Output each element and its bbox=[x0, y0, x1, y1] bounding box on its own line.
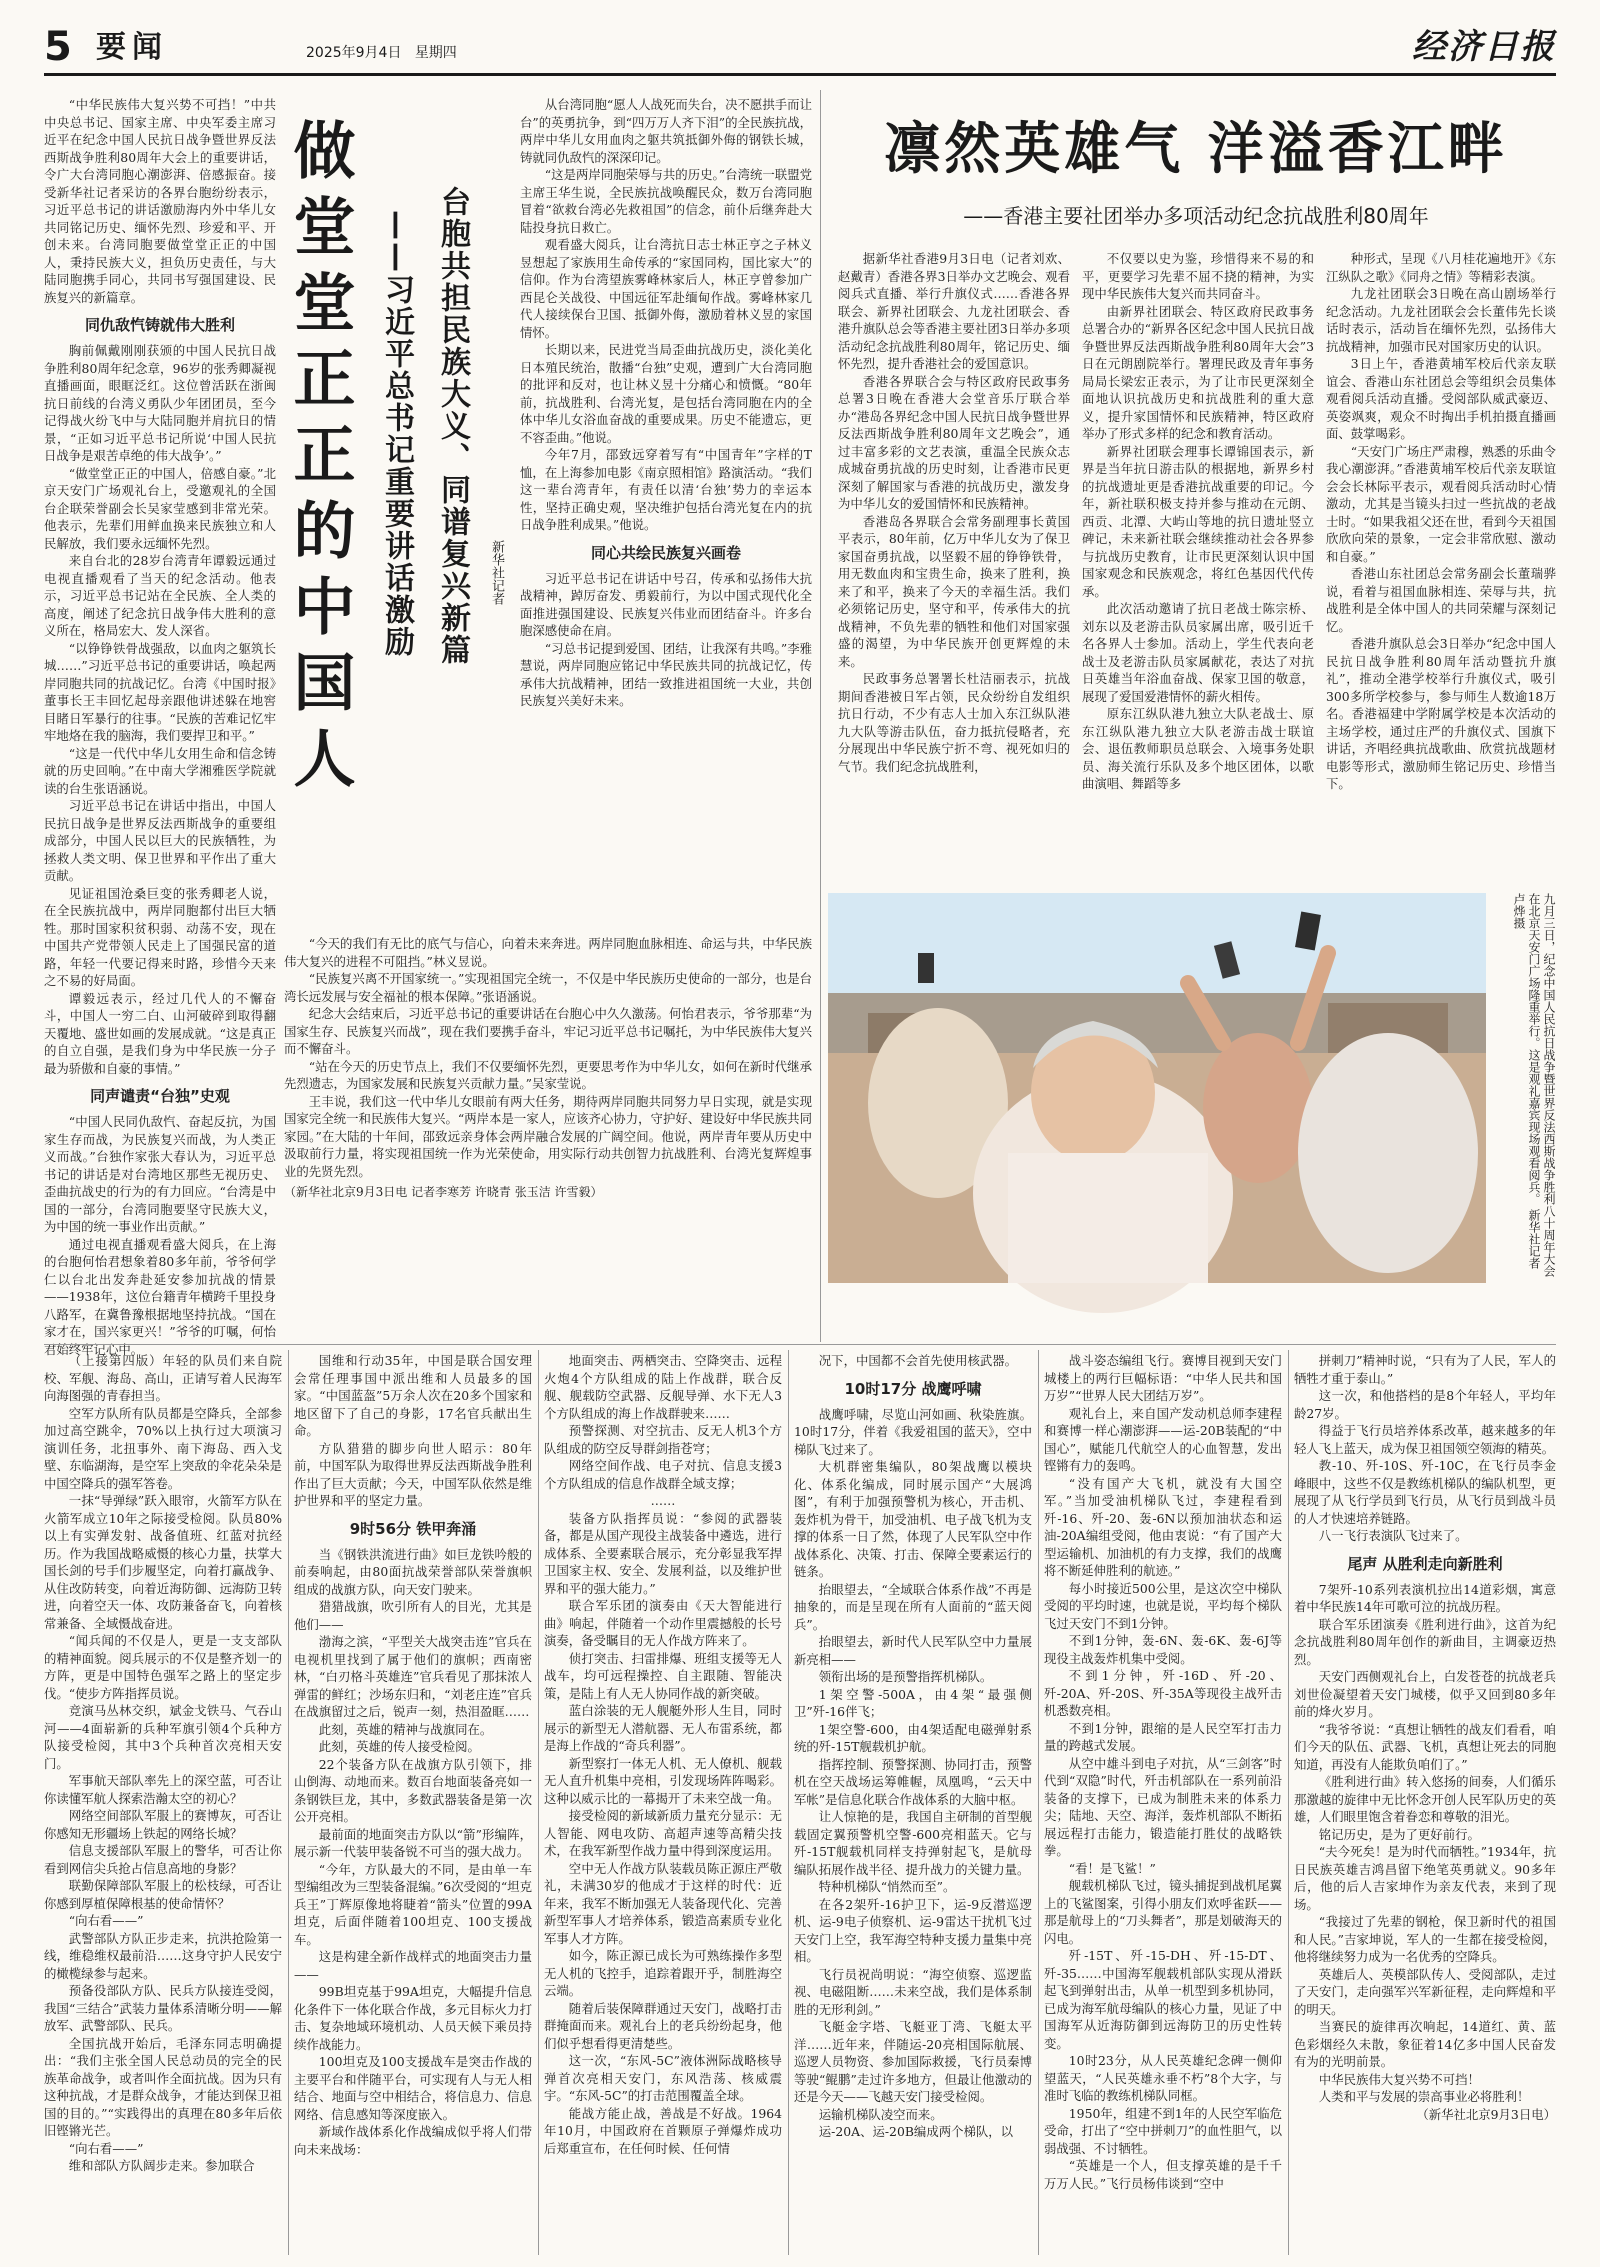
paragraph: “这是两岸同胞荣辱与共的历史。”台湾统一联盟党主席王华生说，全民族抗战唤醒民众，数万台湾同胞冒着“欲救台湾必先救祖国”的信念，前仆后继奔赴大陆投身抗日救亡。 bbox=[520, 167, 812, 235]
paragraph: 来自台北的28岁台湾青年谭毅远通过电视直播观看了当天的纪念活动。他表示，习近平总书记站在全民族、全人类的高度，阐述了纪念抗日战争伟大胜利的意义所在，格局宏大、发人深省。 bbox=[44, 553, 276, 638]
paragraph: 香港各界联合会与特区政府民政事务总署3日晚在香港大会堂音乐厅联合举办“港岛各界纪念中国人民抗日战争暨世界反法西斯战争胜利80周年文艺晚会”，通过丰富多彩的文艺表演，重温全民族众志成城奋勇抗战的历史时刻，让香港市民更深刻了解国家与香港的抗战历史，激发身为中华儿女的爱国情怀和民族精神。 bbox=[838, 373, 1070, 511]
paragraph: 飞行员祝尚明说：“海空侦察、巡逻监视、电磁阻断……未来空战，我们是体系制胜的无形利剑。” bbox=[794, 1966, 1032, 2017]
paragraph: “做堂堂正正的中国人，倍感自豪。”北京天安门广场观礼台上，受邀观礼的全国台企联荣誉副会长吴家莹感到非常光荣。他表示，先辈们用鲜血换来民族独立和人民解放，我们要永远缅怀先烈。 bbox=[44, 465, 276, 551]
bottom-column-1 bbox=[44, 1352, 282, 2252]
paragraph: 人类和平与发展的崇高事业必将胜利！ bbox=[1318, 2089, 1530, 2104]
paragraph: 如今，陈正源已成长为可熟练操作多型无人机的飞控手，追踪着跟开乎，制胜海空云端。 bbox=[544, 1948, 782, 1998]
paragraph: 网络空间作战、电子对抗、信息支援3个方队组成的信息作战群全域支撑； bbox=[544, 1458, 782, 1491]
left-col2-body bbox=[520, 96, 812, 534]
right-article-column-3 bbox=[1326, 250, 1556, 880]
paragraph: 每小时接近500公里，是这次空中梯队受阅的平均时速，也就是说，平均每个梯队飞过天安门不到1分钟。 bbox=[1044, 1580, 1282, 1631]
paragraph: 飞艇金字塔、飞艇亚丁湾、飞艇太平洋……近年来，伴随运-20亮相国际航展、巡逻人员物资、参加国际救援，飞行员秦博等驶“鲲鹏”走过许多地方，但最让他激动的还是今天——飞越天安门接受检阅。 bbox=[794, 2019, 1032, 2104]
left-article-column-2 bbox=[520, 96, 812, 926]
paragraph: 此刻，英雄的传人接受检阅。 bbox=[318, 1739, 480, 1754]
paragraph: 通过电视直播观看盛大阅兵，在上海的台胞何怡君想象着80多年前，爷爷何学仁以台北出发奔赴延安参加抗战的情景——1938年，这位台籍青年横跨千里投身八路军，在冀鲁豫根据地坚持抗战。“国在家才在，国兴家更兴！”爷爷的叮嘱，何怡君始终牢记心中。 bbox=[44, 1236, 276, 1357]
paragraph: 1架空警-600，由4架适配电磁弹射系统的歼-15T舰载机护航。 bbox=[794, 1721, 1032, 1754]
paragraph: “我接过了先辈的钢枪，保卫新时代的祖国和人民。”吉家坤说，军人的一生都在接受检阅，他将继续努力成为一名优秀的空降兵。 bbox=[1294, 1914, 1556, 1964]
paragraph: …… bbox=[650, 1493, 676, 1508]
news-photo bbox=[828, 893, 1486, 1283]
paragraph: 空军方队所有队员都是空降兵，全部参加过高空跳伞，70%以上执行过大项演习演训任务，北扭事外、南下海岛、西入戈壁、东临湖海，是空军上突敌的伞花朵朵是中国空降兵的强军答卷。 bbox=[44, 1405, 282, 1491]
left-body-1 bbox=[44, 342, 276, 1077]
paragraph: “今年，方队最大的不同，是由单一车型编组改为三型装备混编。”6次受阅的“坦克兵王”丁辉原像地将睫着“箭头”位置的99A坦克，后面伴随着100坦克、100支援战车。 bbox=[294, 1861, 532, 1947]
paragraph: “看！是飞鲨！” bbox=[1068, 1860, 1156, 1876]
paragraph: 歼-15T、歼-15-DH、歼-15-DT、歼-35……中国海军舰载机部队实现从滑跃起飞到弹射出击，从单一机型到多机协同，已成为海军航母编队的核心力量，见证了中国海军从近海防御到远海防卫的历史性转变。 bbox=[1044, 1948, 1282, 2051]
paragraph: 不仅要以史为鉴，珍惜得来不易的和平，更要学习先辈不屈不挠的精神，为实现中华民族伟大复兴而共同奋斗。 bbox=[1082, 251, 1314, 301]
paragraph: 天安门西侧观礼台上，白发苍苍的抗战老兵刘世俭凝望着天安门城楼，似乎又回到80多年前的烽火岁月。 bbox=[1294, 1669, 1556, 1719]
paragraph: 王丰说，我们这一代中华儿女眼前有两大任务，期待两岸同胞共同努力早日实现，就是实现国家完全统一和民族伟大复兴。“两岸本是一家人，应该齐心协力，守护好、建设好中华民族共同家园。”在大陆的十年间，邵致远亲身体会两岸融合发展的广阔空间。他说，两岸青年要从历史中汲取前行力量，将实现祖国统一作为光荣使命，用实际行动共创智力抗战胜利、台湾光复辉煌事业的先贤先烈。 bbox=[284, 1093, 812, 1179]
paragraph: 从台湾同胞“愿人人战死而失台，决不愿拱手而让台”的英勇抗争，到“四万万人齐下泪”的全民族抗战，两岸中华儿女用血肉之躯共筑抵御外侮的钢铁长城，铸就同仇敌忾的深深印记。 bbox=[520, 97, 812, 165]
paragraph: 在各2架歼-16护卫下，运-9反潜巡逻机、运-9电子侦察机、运-9雷达干扰机飞过天安门上空，我军海空特种支援力量集中亮相。 bbox=[794, 1896, 1032, 1964]
paragraph: 习近平总书记在讲话中号召，传承和弘扬伟大抗战精神，踔厉奋发、勇毅前行，为以中国式现代化全面推进强国建设、民族复兴伟业而团结奋斗。许多台胞深感使命在肩。 bbox=[520, 570, 812, 638]
paragraph: 蓝白涂装的无人舰艇外形人生目，同时展示的新型无人潜航器、无人布雷系统，都是海上作战的“奇兵利器”。 bbox=[544, 1703, 782, 1753]
left-article-byline: 新华社记者 bbox=[489, 540, 504, 605]
paragraph: 全国抗战开始后，毛泽东同志明确提出：“我们主张全国人民总动员的完全的民族革命战争，或者叫作全面抗战。因为只有这种抗战，才是群众战争，才能达到保卫祖国的目的。”“实践得出的真理在80多年后依旧铿锵光芒。 bbox=[44, 2035, 282, 2138]
paragraph: “我爷爷说：“真想让牺牲的战友们看看，咱们今天的队伍、武器、飞机，真想让死去的同胞知道，再没有人能欺负咱们了。” bbox=[1294, 1721, 1556, 1772]
paragraph: 此次活动邀请了抗日老战士陈宗桥、刘东以及老游击队员家属出席，吸引近千名各界人士参加。活动上，学生代表向老战士及老游击队员家属献花，表达了对抗日英雄当年浴血奋战、保家卫国的敬意，展现了爱国爱港情怀的薪火相传。 bbox=[1082, 601, 1314, 704]
paragraph: “中国人民同仇敌忾、奋起反抗，为国家生存而战，为民族复兴而战，为人类正义而战。”台独作家张大春认为，习近平总书记的讲话是对台湾地区那些无视历史、歪曲抗战史的行为的有力回应。“台湾是中国的一部分，台湾同胞要坚守民族大义，为中国的统一事业作出贡献。” bbox=[44, 1114, 276, 1234]
paragraph: 不到1分钟，轰-6N、轰-6K、轰-6J等现役主战轰炸机集中受阅。 bbox=[1044, 1633, 1282, 1666]
masthead bbox=[44, 22, 1556, 76]
paragraph: “站在今天的历史节点上，我们不仅要缅怀先烈，更要思考作为中华儿女，如何在新时代继承先烈遗志，为国家发展和民族复兴贡献力量。”吴家莹说。 bbox=[284, 1058, 812, 1091]
bottom-subheading-3: 尾声 从胜利走向新胜利 bbox=[1347, 1554, 1503, 1573]
paragraph: “闻兵闻的不仅是人，更是一支支部队的精神面貌。阅兵展示的不仅是整齐划一的方阵，更是中国特色强军之路上的坚定步伐。“使步方阵指挥员说。 bbox=[44, 1633, 282, 1701]
paragraph: 指挥控制、预警探测、协同打击，预警机在空天战场运筹帷幄，凤凰鸣，“云天中军帐”是信息化联合作战体系的大脑中枢。 bbox=[794, 1756, 1032, 1807]
page-number: 5 bbox=[44, 24, 72, 70]
paragraph: 联勤保障部队军服上的松枝绿，可否让你感到厚植保障根基的使命情怀？ bbox=[44, 1878, 282, 1911]
paragraph: 见证祖国沧桑巨变的张秀卿老人说，在全民族抗战中，两岸同胞都付出巨大牺牲。那时国家积贫积弱、动荡不安，现在中国共产党带领人民走上了国强民富的道路，年轻一代要记得来时路，珍惜今天来之不易的好局面。 bbox=[44, 885, 276, 988]
bottom-column-6 bbox=[1294, 1352, 1556, 2252]
paragraph: 联合军乐团演奏《胜利进行曲》，这首为纪念抗战胜利80周年创作的新曲目，主调豪迈热烈。 bbox=[1294, 1616, 1556, 1667]
section-name: 要闻 bbox=[96, 30, 168, 65]
paragraph: 信息支援部队军服上的警华，可否让你看到网信尖兵抢占信息高地的身影？ bbox=[44, 1843, 282, 1876]
paragraph: “习总书记提到爱国、团结，让我深有共鸣。”李雅慧说，两岸同胞应铭记中华民族共同的抗战记忆，传承伟大抗战精神，团结一致推进祖国统一大业，共创民族复兴美好未来。 bbox=[520, 640, 812, 708]
left-col2-subheading: 同心共绘民族复兴画卷 bbox=[590, 543, 741, 562]
paragraph: 最前面的地面突击方队以“箭”形编阵，展示新一代装甲装备锐不可当的强大战力。 bbox=[294, 1826, 532, 1859]
column-divider bbox=[1038, 1350, 1039, 2255]
paragraph: 99B坦克基于99A坦克，大幅提升信息化条件下一体化联合作战，多元目标火力打击、复杂地域环境机动、人员天候下乘员持续作战能力。 bbox=[294, 1984, 532, 2052]
paragraph: 《胜利进行曲》转入悠扬的间奏，人们循乐那激越的旋律中无比怀念开创人民军队历史的英雄，人们眼里饱含着眷恋和尊敬的泪光。 bbox=[1294, 1774, 1556, 1824]
paragraph: 拼刺刀”精神时说，“只有为了人民，军人的牺牲才重于泰山。” bbox=[1294, 1353, 1556, 1386]
paragraph: “这是一代代中华儿女用生命和信念铸就的历史回响。”在中南大学湘雅医学院就读的台生张语涵说。 bbox=[44, 745, 276, 796]
paragraph: 10时23分，从人民英雄纪念碑一侧仰望蓝天，“人民英雄永垂不朽”8个大字，与准时飞临的教练机梯队同框。 bbox=[1044, 2053, 1282, 2103]
paragraph: 新域作战体系化作战编成似乎将人们带向未来战场： bbox=[294, 2124, 532, 2157]
paragraph: 原东江纵队港九独立大队老战士、原东江纵队港九独立大队老游击战士联谊会、退伍教师职员总联会、入境事务处职员、海关流行乐队及多个地区团体，以歌曲演唱、舞蹈等多 bbox=[1082, 706, 1314, 791]
credit-line: （新华社北京9月3日电 记者李寒芳 许晓青 张玉洁 许雪毅） bbox=[284, 1185, 603, 1199]
paragraph: “向右看——” bbox=[68, 2140, 144, 2156]
paragraph: 网络空间部队军服上的赛博灰，可否让你感知无形疆场上铁起的网络长城？ bbox=[44, 1808, 282, 1841]
paragraph: 新界社团联会理事长谭锦国表示，新界是当年抗日游击队的根据地，新界乡村的抗战遗址更是香港抗战重要的印记。今年，新社联积极支持并参与推动在元朗、西贡、北潭、大屿山等地的抗日遗址竖立碑记，未来新社联会继续推动社会各界参与抗战历史教育，让市民更深刻认识中国国家观念和民族观念，将红色基因代代传承。 bbox=[1082, 443, 1314, 599]
paragraph: 民政事务总署署长杜洁丽表示，抗战期间香港被日军占领，民众纷纷自发组织抗日行动，不少有志人士加入东江纵队港九大队等游击队伍，奋力抵抗侵略者，充分展现出中华民族宁折不弯、视死如归的气节。我们纪念抗战胜利， bbox=[838, 671, 1070, 774]
paragraph: 英雄后人、英模部队传人、受阅部队，走过了天安门，走向强军兴军新征程，走向辉煌和平的明天。 bbox=[1294, 1966, 1556, 2017]
paragraph: 这是构建全新作战样式的地面突击力量—— bbox=[294, 1949, 532, 1982]
paragraph: 今年7月，邵致远穿着写有“中国青年”字样的T恤，在上海参加电影《南京照相馆》路演活动。“我们这一辈台湾青年，有责任以清‘台独’势力的幸运本性，坚持正确史观，坚决维护包括台湾光复在内的抗日战争胜利成果。”他说。 bbox=[520, 447, 812, 532]
paragraph: 中华民族伟大复兴势不可挡！ bbox=[1318, 2071, 1480, 2087]
paragraph: 渤海之滨，“平型关大战突击连”官兵在电视机里找到了属于他们的旗帜；西南密林，“白刃格斗英雄连”官兵看见了那抹浓人弹雷的鲜红；沙场东归和，“刘老庄连”官兵在战旗留过之后，锐声一刻，热泪盈眶…… bbox=[294, 1634, 532, 1719]
paragraph: “没有国产大飞机，就没有大国空军。”当加受油机梯队飞过，李建程看到歼-16、歼-20、轰-6N以预加油状态和运油-20A编组受阅，他由衷说：“有了国产大型运输机、加油机的有力支撑，我们的战鹰将不断延伸胜利的航迹。” bbox=[1044, 1475, 1282, 1578]
paragraph: 此刻，英雄的精神与战旗同在。 bbox=[318, 1721, 493, 1737]
paragraph: 观礼台上，来自国产发动机总师李建程和赛博一样心潮澎湃——运-20B装配的“中国心”，赋能几代航空人的心血智慧，发出铿锵有力的轰鸣。 bbox=[1044, 1405, 1282, 1473]
paragraph: 据新华社香港9月3日电（记者刘欢、赵戴青）香港各界3日举办文艺晚会、观看阅兵式直播、举行升旗仪式……香港各界联会、新界社团联会、九龙社团联会、香港升旗队总会等香港主要社团3日举办多项活动纪念抗战胜利80周年，铭记历史、缅怀先烈，提升香港社会的爱国意识。 bbox=[838, 251, 1070, 371]
bottom-subheading-2: 10时17分 战鹰呼啸 bbox=[844, 1379, 982, 1398]
photo-caption: 九月三日，纪念中国人民抗日战争暨世界反法西斯战争胜利八十周年大会在北京天安门广场隆重举行。这是观礼嘉宾现场观看阅兵。 新华社记者 卢烨摄 bbox=[1512, 893, 1556, 1277]
left-article-subtitle-2: ——习近平总书记重要讲话激励 bbox=[379, 210, 414, 658]
paragraph: 预备役部队方队、民兵方队接连受阅，我国“三结合”武装力量体系清晰分明——解放军、武警部队、民兵。 bbox=[44, 1983, 282, 2033]
paragraph: 能战方能止战，善战是不好战。1964年10月，中国政府在首颗原子弹爆炸成功后郑重宣布，在任何时候、任何情 bbox=[544, 2105, 782, 2156]
paragraph: 地面突击、两栖突击、空降突击、远程火炮4个方队组成的陆上作战群，联合反舰、舰载防空武器、反舰导弹、水下无人3个方队组成的海上作战群驶来…… bbox=[544, 1353, 782, 1421]
paragraph: 武警部队方队正步走来，抗洪抢险第一线，维稳维权最前沿……这身守护人民安宁的橄榄绿参与起来。 bbox=[44, 1930, 282, 1981]
paragraph: “夫今死矣！是为时代而牺牲。”1934年，抗日民族英雄吉鸿昌留下绝笔英勇就义。90多年后，他的后人吉家坤作为亲友代表，来到了现场。 bbox=[1294, 1844, 1556, 1912]
paragraph: 国维和行动35年，中国是联合国安理会常任理事国中派出维和人员最多的国家。“中国蓝盔”5万余人次在20多个国家和地区留下了自己的身影，17名官兵献出生命。 bbox=[294, 1353, 532, 1438]
paragraph: “中华民族伟大复兴势不可挡！”中共中央总书记、国家主席、中央军委主席习近平在纪念中国人民抗日战争暨世界反法西斯战争胜利80周年大会上的重要讲话，令广大台湾同胞心潮澎湃、倍感振奋。接受新华社记者采访的各界台胞纷纷表示，习近平总书记的讲话激励海内外中华儿女共同铭记历史、缅怀先烈、珍爱和平、开创未来。台湾同胞要做堂堂正正的中国人，秉持民族大义，担负历史责任，与大陆同胞携手同心，共同书写强国建设、民族复兴的新篇章。 bbox=[44, 97, 276, 305]
left-article-subtitle-1: 台胞共担民族大义、同谱复兴新篇 bbox=[435, 186, 470, 666]
paragraph: 香港升旗队总会3日举办“纪念中国人民抗日战争胜利80周年活动暨抗升旗礼”，推动全港学校举行升旗仪式，吸引300多所学校参与，参与师生人数逾18万名。香港福建中学附属学校是本次活动的主场学校，通过庄严的升旗仪式、国旗下讲话，齐唱经典抗战歌曲、欣赏抗战题材电影等形式，激励师生铭记历史、珍惜当下。 bbox=[1326, 636, 1556, 791]
paragraph: 况下，中国都不会首先使用核武器。 bbox=[818, 1353, 1018, 1368]
paragraph: 种形式，呈现《八月桂花遍地开》《东江纵队之歌》《同舟之情》等精彩表演。 bbox=[1326, 251, 1556, 284]
paragraph: 香港山东社团总会常务副会长董瑞骅说，看着与祖国血脉相连、荣辱与共，抗战胜利是全体中国人的共同荣耀与深刻记忆。 bbox=[1326, 566, 1556, 634]
paragraph: 让人惊艳的是，我国自主研制的首型舰载固定翼预警机空警-600亮相蓝天。它与歼-15T舰载机同样支持弹射起飞，是航母编队拓展作战半径、提升战力的关键力量。 bbox=[794, 1809, 1032, 1877]
paragraph: 1950年，组建不到1年的人民空军临危受命，打出了“空中拼刺刀”的血性胆气，以弱战强、不讨牺牲。 bbox=[1044, 2105, 1282, 2156]
paragraph: 铭记历史，是为了更好前行。 bbox=[1318, 1826, 1480, 1842]
paragraph: 7架歼-10系列表演机拉出14道彩烟，寓意着中华民族14年可歌可泣的抗战历程。 bbox=[1294, 1581, 1556, 1614]
paragraph: 抬眼望去，新时代人民军队空中力量展新亮相—— bbox=[794, 1634, 1032, 1667]
date-text: 2025年9月4日 bbox=[306, 45, 402, 61]
right-article-title: 凛然英雄气 洋溢香江畔 bbox=[884, 117, 1508, 182]
paragraph: 领衔出场的是预警指挥机梯队。 bbox=[818, 1669, 993, 1684]
paragraph: 胸前佩戴刚刚获颁的中国人民抗日战争胜利80周年纪念章，96岁的张秀卿凝视直播画面，眼眶泛红。这位曾活跃在浙闽抗日前线的台湾义勇队少年团团员，至今记得战火纷飞中与大陆同胞并肩抗日的情景，“正如习近平总书记所说‘中国人民抗日战争是艰苦卓绝的伟大战争’。” bbox=[44, 343, 276, 463]
left-intro bbox=[44, 96, 276, 306]
paragraph: 香港岛各界联合会常务副理事长黄国平表示，80年前，亿万中华儿女为了保卫家国奋勇抗战，以坚毅不屈的铮铮铁骨，用无数血肉和宝贵生命，换来了胜利，换来了和平，换来了今天的幸福生活。我们必须铭记历史，坚守和平，传承伟大的抗战精神，不负先辈的牺牲和他们对国家强盛的渴望，为中华民族开创更辉煌的未来。 bbox=[838, 513, 1070, 669]
paragraph: 特种机梯队“悄然而至”。 bbox=[818, 1879, 956, 1894]
paragraph: 维和部队方队阔步走来。参加联合 bbox=[68, 2158, 255, 2173]
paragraph: 竞演马丛林交织，斌金戈铁马、气吞山河——4面崭新的兵种军旗引领4个兵种方队接受检阅，其中3个兵种首次亮相天安门。 bbox=[44, 1703, 282, 1771]
column-divider bbox=[788, 1350, 789, 2255]
issue-date bbox=[306, 42, 457, 62]
paragraph: 这一次，“东风-5C”液体洲际战略核导弹首次亮相天安门，东风浩荡、核威震宇。“东风-5C”的打击范围覆盖全球。 bbox=[544, 2053, 782, 2103]
paragraph: 长期以来，民进党当局歪曲抗战历史，淡化美化日本殖民统治，散播“台独”史观，遭到广大台湾同胞的批评和反对，也让林义昱十分痛心和愤慨。“80年前，抗战胜利、台湾光复，是包括台湾同胞在内的全体中华儿女浴血奋战的重要成果。历史不能遗忘，更不容歪曲。”他说。 bbox=[520, 342, 812, 445]
left-article-title: 做堂堂正正的中国人 bbox=[283, 118, 356, 802]
right-article-subtitle: ——香港主要社团举办多项活动纪念抗战胜利80周年 bbox=[963, 204, 1429, 228]
left-subheading-1: 同仇敌忾铸就伟大胜利 bbox=[84, 316, 235, 334]
paragraph: 当赛民的旋律再次响起，14道红、黄、蓝色彩烟经久未散，象征着14亿多中国人民奋发有为的光明前景。 bbox=[1294, 2019, 1556, 2069]
paragraph: 当《钢铁洪流进行曲》如巨龙铁吟般的前奏响起，由80面抗战荣誉部队荣誉旗帜组成的战旗方队，向天安门驶来。 bbox=[294, 1546, 532, 1597]
left-col2-body-2 bbox=[520, 570, 812, 710]
paragraph: 纪念大会结束后，习近平总书记的重要讲话在台胞心中久久激荡。何怡君表示，爷爷那辈“为国家生存、民族复兴而战”，现在我们要携手奋斗，牢记习近平总书记嘱托，为中华民族伟大复兴而不懈奋斗。 bbox=[284, 1006, 812, 1056]
paragraph: 侦打突击、扫雷排爆、班组支援等无人战车，均可远程操控、自主跟随、智能决策，是陆上有人无人协同作战的新突破。 bbox=[544, 1650, 782, 1701]
bottom-column-4 bbox=[794, 1352, 1032, 2252]
section-divider bbox=[44, 1344, 1556, 1345]
paragraph: 教-10、歼-10S、歼-10C，在飞行员李金峰眼中，这些不仅是教练机梯队的编队机型，更展现了从飞行学员到飞行员，从飞行员到战斗员的人才快速培养链路。 bbox=[1294, 1458, 1556, 1526]
credit-line: （新华社北京9月3日电） bbox=[1416, 2106, 1556, 2122]
paragraph: 得益于飞行员培养体系改革，越来越多的年轻人飞上蓝天，成为保卫祖国领空领海的精英。 bbox=[1294, 1423, 1556, 1456]
paragraph: 军事航天部队率先上的深空蓝，可否让你读懂军航人探索浩瀚太空的初心？ bbox=[44, 1773, 282, 1806]
paragraph: “以铮铮铁骨战强敌，以血肉之躯筑长城……”习近平总书记的重要讲话，唤起两岸同胞共同的抗战记忆。台湾《中国时报》董事长王丰回忆起母亲跟他讲述躲在地窖目睹日军暴行的往事。“民族的苦难记忆牢牢地烙在我的脑海，我们要捍卫和平。” bbox=[44, 640, 276, 743]
paragraph: 观看盛大阅兵，让台湾抗日志士林正亨之子林义昱想起了家族用生命传承的“家国同构，国比家大”的信仰。作为台湾望族雾峰林家后人，林正亨曾参加广西昆仑关战役、中国远征军赴缅甸作战。雾峰林家几代人接续保台卫国、抵御外侮，激励着林义昱的家国情怀。 bbox=[520, 237, 812, 340]
paragraph: 这一次，和他搭档的是8个年轻人，平均年龄27岁。 bbox=[1294, 1388, 1556, 1421]
paragraph: 一抹“导弹绿”跃入眼帘，火箭军方队在火箭军成立10年之际接受检阅。队员80%以上有实弹发射、战备值班、红蓝对抗经历。作为我国战略威慑的核心力量，扶掌大国长剑的号手们步履坚定，向着打赢战争、从住改防转变，向着近海防御、远海防卫转进，向着空天一体、攻防兼备奋飞，向着核常兼备、全域慑战奋进。 bbox=[44, 1493, 282, 1631]
paragraph: 1架空警-500A，由4架“最强侧卫”歼-16伴飞； bbox=[794, 1686, 1032, 1719]
left-subheading-2: 同声谴责“台独”史观 bbox=[90, 1087, 230, 1105]
paragraph: 3日上午，香港黄埔军校后代亲友联谊会、香港山东社团总会等组织会员集体观看阅兵活动直播。受阅部队威武豪迈、英姿飒爽，观众不时掏出手机拍摄直播画面、鼓掌喝彩。 bbox=[1326, 356, 1556, 441]
bottom-column-3 bbox=[544, 1352, 782, 2252]
paragraph: 谭毅远表示，经过几代人的不懈奋斗，中国人一穷二白、山河破碎到取得翻天覆地、盛世如画的发展成就。“这是真正的自立自强，是我们身为中华民族一分子最为骄傲和自豪的事情。” bbox=[44, 990, 276, 1076]
photo-illustration bbox=[828, 893, 1486, 1283]
paragraph: 运-20A、运-20B编成两个梯队，以 bbox=[818, 2124, 1014, 2139]
paragraph: （上接第四版）年轻的队员们来自院校、军舰、海岛、高山，正请写着人民海军向海图强的青春担当。 bbox=[44, 1353, 282, 1403]
bottom-column-2 bbox=[294, 1352, 532, 2252]
paragraph: 由新界社团联会、特区政府民政事务总署合办的“新界各区纪念中国人民抗日战争暨世界反法西斯战争胜利80周年大会”3日在元朗剧院举行。署理民政及青年事务局局长梁宏正表示，为了让市民更深刻全面地认识抗战历史和抗战胜利的重大意义，提升家国情怀和民族精神，特区政府举办了形式多样的纪念和教育活动。 bbox=[1082, 303, 1314, 441]
paper-logo: 经济日报 bbox=[1412, 27, 1556, 67]
right-article-column-1 bbox=[838, 250, 1070, 880]
paragraph: 抬眼望去，“全域联合体系作战”不再是抽象的，而是呈现在所有人面前的“蓝天阅兵”。 bbox=[794, 1581, 1032, 1632]
paragraph: 不到1分钟，歼-16D、歼-20、歼-20A、歼-20S、歼-35A等现役主战歼击机悉数亮相。 bbox=[1044, 1668, 1282, 1718]
paragraph: “英雄是一个人，但支撑英雄的是千千万万人民。”飞行员杨伟谈到“空中 bbox=[1044, 2158, 1282, 2191]
paragraph: 接受检阅的新域新质力量充分显示：无人智能、网电攻防、高超声速等高精尖技术，在我军新型作战力量中得到深度运用。 bbox=[544, 1808, 782, 1858]
bottom-column-5 bbox=[1044, 1352, 1282, 2252]
bottom-subheading-1: 9时56分 铁甲奔涌 bbox=[349, 1519, 477, 1538]
paragraph: 预警探测、对空抗击、反无人机3个方队组成的防空反导群剑指苍穹； bbox=[544, 1423, 782, 1456]
paragraph: 100坦克及100支援战车是突击作战的主要平台和伴随平台，可实现有人与无人相结合、地面与空中相结合，将信息力、信息网络、信息感知等深度嵌入。 bbox=[294, 2054, 532, 2122]
paragraph: 运输机梯队凌空而来。 bbox=[818, 2106, 943, 2122]
column-divider bbox=[538, 1350, 539, 2255]
paragraph: 习近平总书记在讲话中指出，中国人民抗日战争是世界反法西斯战争的重要组成部分，中国人民以巨大的民族牺牲，为拯救人类文明、保卫世界和平作出了重大贡献。 bbox=[44, 798, 276, 883]
paragraph: “今天的我们有无比的底气与信心，向着未来奔进。两岸同胞血脉相连、命运与共，中华民族伟大复兴的进程不可阻挡。”林义昱说。 bbox=[284, 936, 812, 969]
left-article-column-3 bbox=[284, 935, 812, 1340]
left-article-column-1 bbox=[44, 96, 276, 1357]
paragraph: 战斗姿态编组飞行。赛博目视到天安门城楼上的两行巨幅标语：“中华人民共和国万岁”“世界人民大团结万岁”。 bbox=[1044, 1353, 1282, 1403]
paragraph: “向右看——” bbox=[68, 1913, 144, 1928]
paragraph: 装备方队指挥员说：“参阅的武器装备，都是从国产现役主战装备中遴选，进行成体系、全要素联合展示，充分彰显我军捍卫国家主权、安全、发展利益，以及维护世界和平的强大能力。” bbox=[544, 1510, 782, 1596]
paragraph: 猎猎战旗，吹引所有人的目光，尤其是他们—— bbox=[294, 1599, 532, 1632]
paragraph: “民族复兴离不开国家统一。”实现祖国完全统一，不仅是中华民族历史使命的一部分，也是台湾长远发展与安全福祉的根本保障。”张语涵说。 bbox=[284, 971, 812, 1004]
right-article-column-2 bbox=[1082, 250, 1314, 880]
paragraph: 大机群密集编队，80架战鹰以模块化、体系化编成，同时展示国产“大展鸿图”，有利于加强预警机为核心，开击机、轰炸机为骨干，加受油机、电子战飞机为支撑的体系一日了然，体现了人民军队空中作战体系化、决策、打击、保障全要素运行的链条。 bbox=[794, 1459, 1032, 1579]
paragraph: 方队猎猎的脚步向世人昭示：80年前，中国军队为取得世界反法西斯战争胜利作出了巨大贡献；今天，中国军队依然是维护世界和平的坚定力量。 bbox=[294, 1440, 532, 1508]
paragraph: 舰载机梯队飞过，镜头捕捉到战机尾翼上的飞鲨图案，引得小朋友们欢呼雀跃——那是航母上的“刀头舞者”，那是划破海天的闪电。 bbox=[1044, 1878, 1282, 1946]
paragraph: “天安门广场庄严肃穆，熟悉的乐曲令我心潮澎湃。”香港黄埔军校后代亲友联谊会会长林际平表示，观看阅兵活动时心情激动，尤其是当镜头扫过一些抗战的老战士时。“如果我祖父还在世，看到今天祖国欣欣向荣的景象，一定会非常欣慰、激动和自豪。” bbox=[1326, 443, 1556, 564]
paragraph: 随着后装保障群通过天安门，战略打击群掩面而来。观礼台上的老兵纷纷起身，他们似乎想看得更清楚些。 bbox=[544, 2000, 782, 2051]
paragraph: 22个装备方队在战旗方队引领下，排山倒海、动地而来。数百台地面装备亮如一条钢铁巨龙，其中，多数武器装备是第一次公开亮相。 bbox=[294, 1756, 532, 1824]
paragraph: 从空中雄斗到电子对抗，从“三剑客”时代到“双隐”时代，歼击机部队在一系列前沿装备的支撑下，已成为制胜未来的体系力尖；陆地、天空、海洋，轰炸机部队不断拓展远程打击能力，锻造能打胜仗的战略铁拳。 bbox=[1044, 1755, 1282, 1858]
column-divider bbox=[288, 1350, 289, 2255]
paragraph: 战鹰呼啸，尽览山河如画、秋染旌旗。10时17分，伴着《我爱祖国的蓝天》，空中梯队飞过来了。 bbox=[794, 1406, 1032, 1457]
paragraph: 不到1分钟，跟缩的是人民空军打击力量的跨越式发展。 bbox=[1044, 1720, 1282, 1753]
paragraph: 九龙社团联会3日晚在高山剧场举行纪念活动。九龙社团联会会长董伟先长谈话时表示，活动旨在缅怀先烈，弘扬伟大抗战精神，加强市民对国家历史的认识。 bbox=[1326, 286, 1556, 354]
paragraph: 八一飞行表演队飞过来了。 bbox=[1318, 1528, 1468, 1543]
column-divider bbox=[820, 90, 821, 1342]
paragraph: 新型察打一体无人机、无人僚机、舰载无人直升机集中亮相，引发现场阵阵喝彩。这种以威示比的一幕揭开了未来空战一角。 bbox=[544, 1755, 782, 1806]
paragraph: 联合军乐团的演奏由《天大智能进行曲》响起，伴随着一个动作里震撼般的长号演奏，备受瞩目的无人作战方阵来了。 bbox=[544, 1598, 782, 1648]
left-body-2 bbox=[44, 1113, 276, 1358]
weekday-text: 星期四 bbox=[414, 45, 457, 61]
column-divider bbox=[1288, 1350, 1289, 2255]
paragraph: 空中无人作战方队装载员陈正源庄严敬礼，未满30岁的他成才于这样的时代：近年来，我军不断加强无人装备现代化、完善新型军事人才培养体系，锻造高素质专业化军事人才方阵。 bbox=[544, 1860, 782, 1946]
